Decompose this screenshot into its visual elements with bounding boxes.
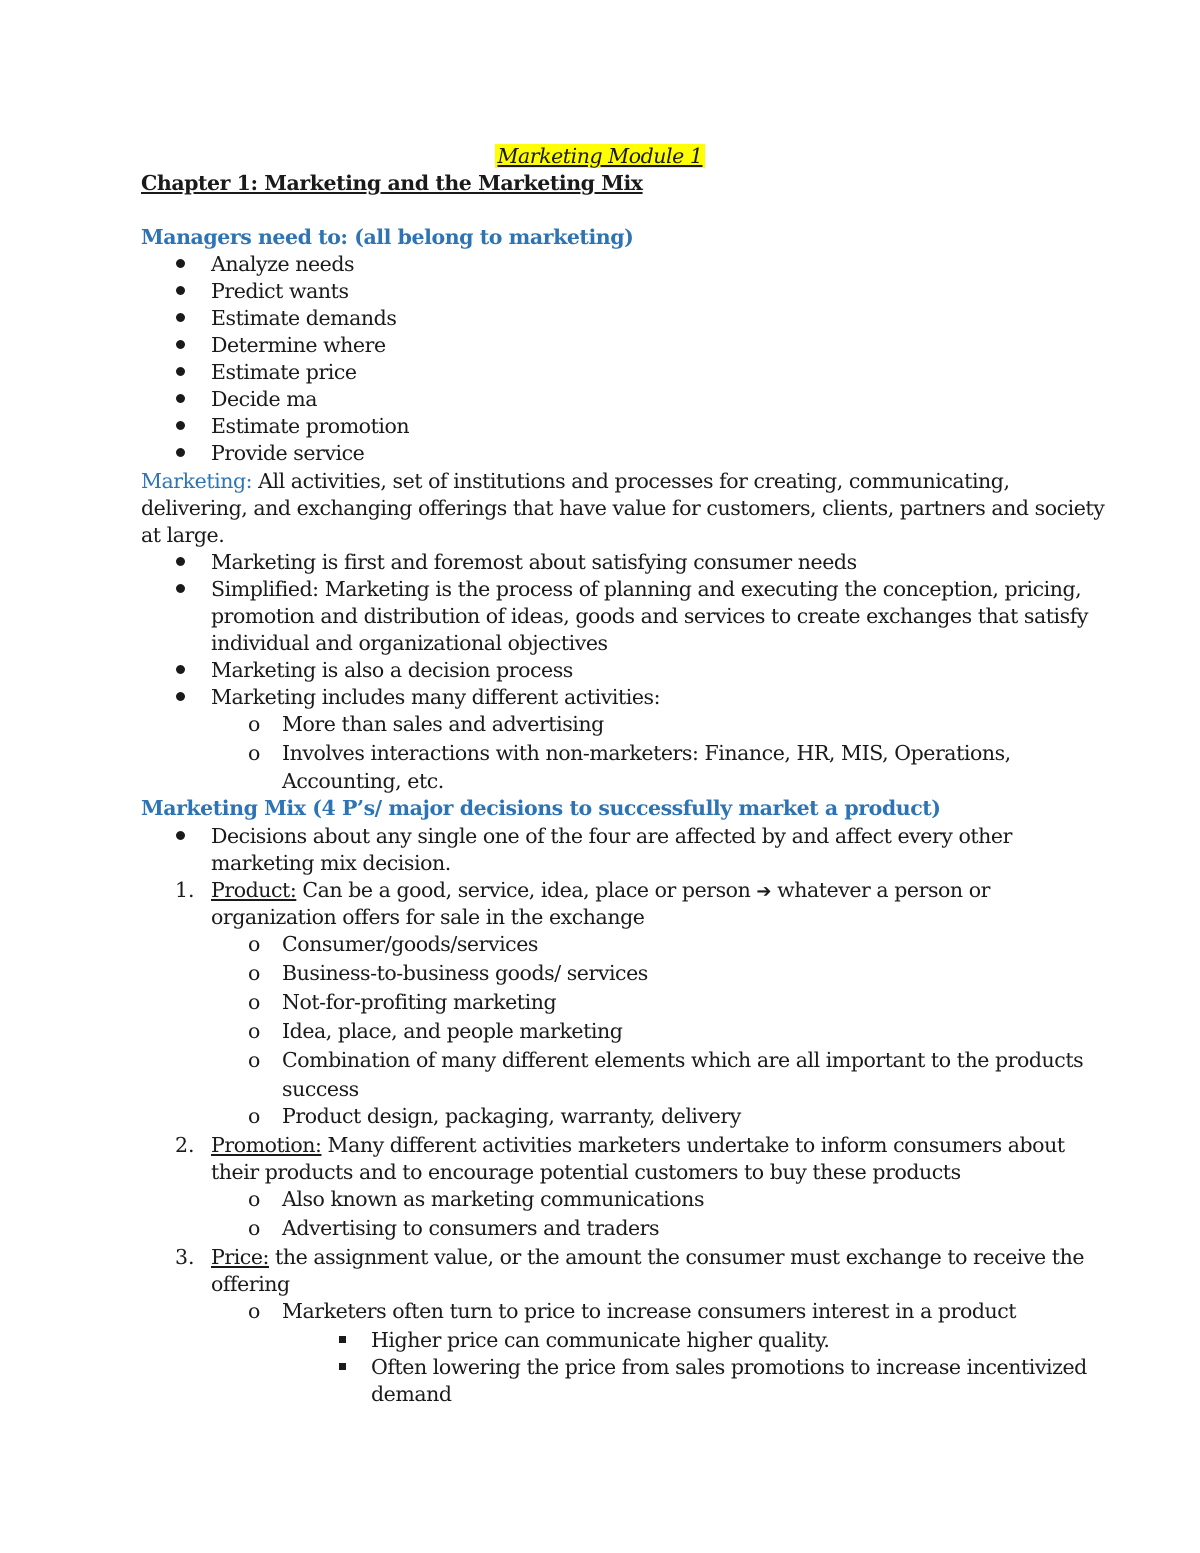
- product-text: Can be a good, service, idea, place or person: [296, 878, 757, 902]
- sub-sub-list-item-continued: demand: [371, 1382, 452, 1406]
- chapter-heading: Chapter 1: Marketing and the Marketing Mix: [141, 171, 643, 195]
- bullet-icon: [176, 557, 185, 566]
- hollow-bullet-icon: o: [248, 741, 261, 765]
- list-item: Predict wants: [211, 279, 349, 303]
- bullet-icon: [176, 394, 185, 403]
- list-item: Provide service: [211, 441, 365, 465]
- marketing-term: Marketing:: [141, 469, 253, 493]
- bullet-icon: [176, 367, 185, 376]
- hollow-bullet-icon: o: [248, 990, 261, 1014]
- bullet-icon: [176, 448, 185, 457]
- hollow-bullet-icon: o: [248, 1187, 261, 1211]
- marketing-definition-line: at large.: [141, 523, 225, 547]
- hollow-bullet-icon: o: [248, 1216, 261, 1240]
- product-text-end: whatever a person or: [771, 878, 990, 902]
- hollow-bullet-icon: o: [248, 1299, 261, 1323]
- list-item-continued: individual and organizational objectives: [211, 631, 608, 655]
- list-item: Decisions about any single one of the four are affected by and affect every other: [211, 824, 1012, 848]
- price-item: [211, 1244, 1084, 1271]
- list-item: Estimate price: [211, 360, 357, 384]
- list-item: Simplified: Marketing is the process of planning and executing the conception, pricing,: [211, 577, 1082, 601]
- list-item-continued: marketing mix decision.: [211, 851, 451, 875]
- document-title: [0, 143, 1200, 170]
- product-item-continued: organization offers for sale in the exchange: [211, 905, 645, 929]
- sub-list-item: Product design, packaging, warranty, delivery: [282, 1104, 741, 1128]
- sub-list-item: Business-to-business goods/ services: [282, 961, 648, 985]
- square-bullet-icon: [339, 1336, 346, 1343]
- list-number: 1.: [175, 878, 195, 902]
- bullet-icon: [176, 584, 185, 593]
- definition-text: All activities, set of institutions and processes for creating, communicating,: [252, 469, 1010, 493]
- sub-list-item: Consumer/goods/services: [282, 932, 538, 956]
- bullet-icon: [176, 831, 185, 840]
- price-text: the assignment value, or the amount the consumer must exchange to receive the: [268, 1245, 1085, 1269]
- list-item: Estimate demands: [211, 306, 397, 330]
- product-label: Product:: [211, 878, 297, 902]
- list-number: 2.: [175, 1133, 195, 1157]
- bullet-icon: [176, 313, 185, 322]
- managers-heading: Managers need to: (all belong to marketing): [141, 225, 634, 249]
- price-item-continued: offering: [211, 1272, 290, 1296]
- list-item: Analyze needs: [211, 252, 355, 276]
- sub-list-item: Idea, place, and people marketing: [282, 1019, 623, 1043]
- sub-list-item: Combination of many different elements which are all important to the products: [282, 1048, 1084, 1072]
- marketing-mix-heading: Marketing Mix (4 P’s/ major decisions to successfully market a product): [141, 796, 941, 820]
- list-item: Decide ma: [211, 387, 317, 411]
- arrow-right-icon: ➔: [756, 881, 772, 902]
- bullet-icon: [176, 340, 185, 349]
- promotion-label: Promotion:: [211, 1133, 322, 1157]
- bullet-icon: [176, 286, 185, 295]
- sub-list-item: Not-for-profiting marketing: [282, 990, 557, 1014]
- sub-sub-list-item: Higher price can communicate higher quality.: [371, 1328, 830, 1352]
- hollow-bullet-icon: o: [248, 961, 261, 985]
- list-item-continued: promotion and distribution of ideas, goods and services to create exchanges that satisfy: [211, 604, 1088, 628]
- product-item: [211, 877, 990, 905]
- promotion-item: [211, 1132, 1065, 1159]
- bullet-icon: [176, 665, 185, 674]
- hollow-bullet-icon: o: [248, 712, 261, 736]
- title-text: Marketing Module 1: [497, 144, 703, 168]
- list-item: Estimate promotion: [211, 414, 410, 438]
- list-item: Marketing is first and foremost about satisfying consumer needs: [211, 550, 857, 574]
- square-bullet-icon: [339, 1363, 346, 1370]
- hollow-bullet-icon: o: [248, 932, 261, 956]
- sub-list-item: Marketers often turn to price to increase consumers interest in a product: [282, 1299, 1017, 1323]
- promotion-item-continued: their products and to encourage potential customers to buy these products: [211, 1160, 961, 1184]
- sub-list-item: Advertising to consumers and traders: [282, 1216, 660, 1240]
- list-number: 3.: [175, 1245, 195, 1269]
- list-item: Marketing is also a decision process: [211, 658, 573, 682]
- list-item: Marketing includes many different activities:: [211, 685, 661, 709]
- sub-sub-list-item: Often lowering the price from sales promotions to increase incentivized: [371, 1355, 1087, 1379]
- hollow-bullet-icon: o: [248, 1048, 261, 1072]
- bullet-icon: [176, 259, 185, 268]
- marketing-definition-line: [141, 468, 1010, 495]
- hollow-bullet-icon: o: [248, 1104, 261, 1128]
- list-item: Determine where: [211, 333, 386, 357]
- sub-list-item: Involves interactions with non-marketers: Finance, HR, MIS, Operations,: [282, 741, 1011, 765]
- marketing-definition-line: delivering, and exchanging offerings that have value for customers, clients, partners and society: [141, 496, 1105, 520]
- sub-list-item-continued: success: [282, 1077, 359, 1101]
- sub-list-item: More than sales and advertising: [282, 712, 604, 736]
- hollow-bullet-icon: o: [248, 1019, 261, 1043]
- bullet-icon: [176, 692, 185, 701]
- sub-list-item-continued: Accounting, etc.: [282, 769, 444, 793]
- sub-list-item: Also known as marketing communications: [282, 1187, 705, 1211]
- promotion-text: Many different activities marketers undertake to inform consumers about: [321, 1133, 1065, 1157]
- bullet-icon: [176, 421, 185, 430]
- price-label: Price:: [211, 1245, 269, 1269]
